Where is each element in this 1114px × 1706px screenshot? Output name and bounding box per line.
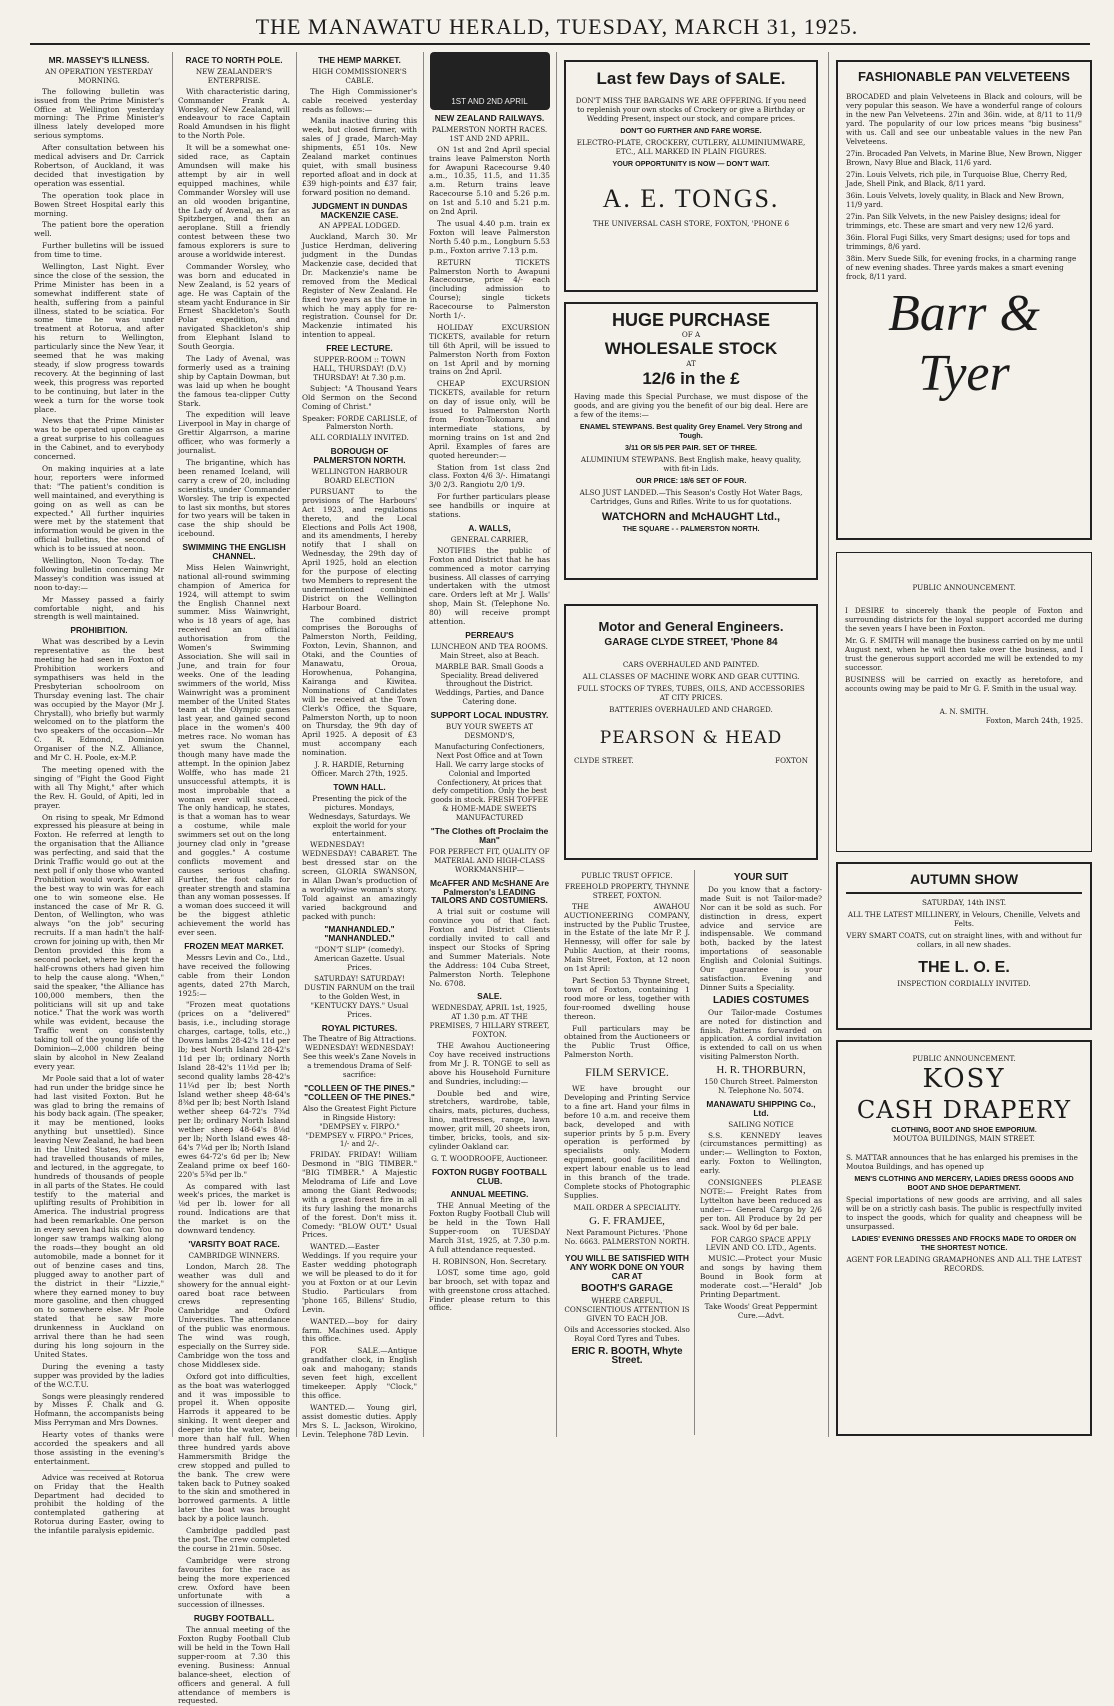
classified-ad: WANTED.—Easter Weddings. If you require your Easter wedding photograph we will be pleased to do it for you at Foxton or at our Levin Studio. Particulars from 'phone 165, Billens' Studio, Levin. (302, 1242, 417, 1314)
film-title: "MANHANDLED." "MANHANDLED." (324, 924, 395, 944)
article-paragraph: Cambridge were strong favourites for the race as being the more experienced crew. Oxford have been unfortunate with a succession of illnesses. (178, 1555, 290, 1610)
article-paragraph: RETURN TICKETS Palmerston North to Awapuni Racecourse, price 4/- each (including admission to Course); single tickets Racecourse to Palmerston North 1/-. (429, 257, 550, 321)
ad-text: 27in. Brocaded Pan Velvets, in Marine Blue, New Brown, Nigger Brown, Navy Blue and Black, 11/6 yard. (846, 149, 1082, 167)
notice-line: WHERE CAREFUL, CONSCIENTIOUS ATTENTION IS GIVEN TO EACH JOB. (564, 1296, 690, 1323)
article-paragraph: With characteristic daring, Commander Frank A. Worsley, of New Zealand, will endeavour to race Captain Roald Amundsen in his flight to the North Pole. (178, 86, 290, 141)
article-paragraph: For further particulars please see handbills or inquire at stations. (429, 492, 550, 520)
headline: ROYAL PICTURES. (321, 1022, 398, 1033)
ad-address: THE UNIVERSAL CASH STORE, FOXTON, 'PHONE 6 (592, 219, 790, 228)
headline: PUBLIC TRUST OFFICE. (581, 871, 673, 880)
train-label: 1ST AND 2ND APRIL (451, 97, 528, 107)
divider (602, 1249, 652, 1250)
notice-line: SUPPER-ROOM :: TOWN HALL, THURSDAY! (D.V.) THURSDAY! At 7.30 p.m. (312, 355, 407, 382)
ad-title: 12/6 in the £ (642, 369, 740, 388)
article-paragraph: Commander Worsley, who was born and educated in New Zealand, is 52 years of age. He was Captain of the steam yacht Endurance in Sir Ernest Shackleton's South Polar expedition, and navigated Shackleton's ship from Elephant Island to South Georgia. (178, 261, 290, 352)
barr-tyer-logo: Barr & Tyer (888, 285, 1040, 402)
ad-text: ENAMEL STEWPANS. Best quality Grey Enamel. Very Strong and Tough. (579, 422, 803, 440)
signature: H. ROBINSON, Hon. Secretary. (432, 1256, 547, 1266)
signature: J. R. HARDIE, Returning Officer. March 27th, 1925. (311, 760, 408, 778)
article-paragraph: A trial suit or costume will convince you of that fact. Foxton and District Clients cordially invited to call and inspect our Stocks of Spring and Summer Materials. Note the Address: 104 Cuba Street, Palmerston North. Telephone No. 6708. (429, 907, 550, 988)
column-rule (828, 52, 829, 1437)
article-paragraph: The expedition will leave Liverpool in May in charge of Grettir Algarrson, a marine officer, who was formerly a journalist. (178, 410, 290, 456)
article-paragraph: The operation took place in Bowen Street Hospital early this morning. (34, 190, 164, 218)
article-paragraph: S.S. KENNEDY leaves (circumstances permitting) as under:— Wellington to Foxton, early. Foxton to Wellington, early. (700, 1130, 822, 1176)
ad-business-name: PEARSON & HEAD (599, 728, 783, 748)
ad-title: AT (686, 359, 696, 368)
ad-text: BROCADED and plain Velveteens in Black and colours, will be very popular this season. We have a wonderful range of colours in the new Pan Velveteens. 27in and 36in. wide, at 8/11 to 11/9 yard. The popularity of our low prices means "big business" with us. Call and see our unbeatable values in the new Pan Velveteens. (846, 92, 1082, 146)
ad-text: 38in. Merv Suede Silk, for evening frocks, in a charming range of new evening shades. Three yards makes a smart evening frock, 8/11 yard. (846, 254, 1077, 281)
ad-title: OF A (681, 330, 701, 339)
classified-ad: LOST, some time ago, gold bar brooch, set with topaz and with greenstone cross attached. Finder please return to this office. (429, 1267, 550, 1313)
business-name: McAFFER AND McSHANE Are Palmerston's LEADING TAILORS AND COSTUMIERS. (430, 877, 549, 906)
ad-business-name: THE L. O. E. (918, 959, 1010, 976)
ad-title: PUBLIC ANNOUNCEMENT. (912, 583, 1016, 592)
subheadline: NEW ZEALANDER'S ENTERPRISE. (195, 66, 273, 85)
classified-ad: FOR SALE.—Antique grandfather clock, in English oak and mahogany; stands seven feet high, excellent timekeeper. Apply "Clock," this office. (302, 1346, 417, 1400)
article-paragraph: WE have brought our Developing and Printing Service to a fine art. Hand your films in before 10 a.m. and receive them back, developed and with superior prints by 5 p.m. Every operation is performed by specialists only. Modern equipment, good facilities and expert labour enable us to lead in this branch of the trade. Complete stocks of Photographic Supplies. (564, 1084, 690, 1200)
ad-title: FASHIONABLE PAN VELVETEENS (858, 69, 1070, 84)
headline: JUDGMENT IN DUNDAS MACKENZIE CASE. (311, 200, 408, 220)
headline: YOUR SUIT (733, 872, 789, 883)
column-4 (429, 52, 550, 1437)
headline: SALE. (477, 991, 502, 1002)
notice-line: The Theatre of Big Attractions. WEDNESDAY! WEDNESDAY! See this week's Zane Novels in a tremendous Drama of Self-sacrifice: (302, 1034, 417, 1080)
notice-line: Subject: "A Thousand Years Old Sermon on the Second Coming of Christ." (302, 383, 417, 411)
notice-line: Take Woods' Great Peppermint Cure.—Advt. (704, 1301, 818, 1320)
ad-text: ALL CLASSES OF MACHINE WORK AND GEAR CUTTING. (582, 672, 800, 681)
headline: FREE LECTURE. (326, 343, 393, 354)
notice-line: Speaker: FORDE CARLISLE, of Palmerston North. (302, 413, 417, 432)
article-paragraph: As compared with last week's prices, the market is ⅛d per lb. lower for all round. Indications are that the market is on the downward tendency. (178, 1181, 290, 1236)
subheadline: SAILING NOTICE (728, 1119, 794, 1129)
article-paragraph: London, March 28. The weather was dull and showery for the annual eight-oared boat race between crews representing Cambridge and Oxford Universities. The attendance of the public was enormous. The wind was rough, especially on the Surrey side. Cambridge won the toss and chose Middlesex side. (178, 1261, 290, 1369)
article-paragraph: Wellington, Last Night. Ever since the close of the session, the Prime Minister has been in a somewhat indifferent state of health, suffering from a painful illness, stated to be sciatica. For some time he was under treatment at Rotorua, and after his return to Wellington, particularly since the New Year, it seemed that he was making steady, if slow progress towards recovery. At the beginning of last week, this progress was reported to be continuing, but later in the week a turn for the worse took place. (34, 262, 164, 414)
article-paragraph: The meeting opened with the singing of "Fight the Good Fight with all Thy Might," after which the Rev. H. Gould, of Apiti, led in prayer. (34, 764, 164, 810)
business-name: G. F. FRAMJEE, (589, 1214, 665, 1227)
ad-text: Mr. G. F. SMITH will manage the business carried on by me until August next, when he will then take over the business, and I trust the generous support accorded me will be extended to my successor. (845, 636, 1083, 672)
article-paragraph: The Lady of Avenal, was formerly used as a training ship by Captain Dowman, but was laid up when he bought the famous tea-clipper Cutty Stark. (178, 354, 290, 408)
ad-text: BATTERIES OVERHAULED AND CHARGED. (609, 705, 773, 714)
article-paragraph: What was described by a Levin representative as the best meeting he had seen in Foxton of Prohibition workers and sympathisers was held in the Presbyterian schoolroom on Thursday evening last. The chair was occupied by the Mayor (Mr J. Chrystall), who briefly but warmly welcomed on to the platform the two speakers of the occasion—Mr C. R. Edmond, Dominion Organiser of the N.Z. Alliance, and Mr C. H. Poole, ex-M.P. (34, 637, 164, 763)
ad-address: THE SQUARE - - PALMERSTON NORTH. (622, 524, 760, 533)
notice-line: MARBLE BAR. Small Goods a Speciality. Bread delivered throughout the District. Weddings, Parties, and Dance Catering done. (435, 661, 544, 707)
article-paragraph: CHEAP EXCURSION TICKETS, available for return on day of issue only, will be issued to Palmerston North from Foxton-Tokomaru and intermediate stations, by morning trains on 1st and 2nd April. Examples of fares are quoted hereunder:— (429, 379, 550, 460)
fare-table: Station from 1st class 2nd class. Foxton 4/6 3/-. Himatangi 3/0 2/3. Rangiotu 2/0 1/9. (429, 462, 550, 490)
notice-line: Manufacturing Confectioners, Next Post Office and at Town Hall. We carry large stocks of Colonial and Imported Confectionery, At prices that defy competition. Only the best goods in stock. FRESH TOFFEE & HOME-MADE SWEETS MANUFACTURED (430, 741, 549, 823)
ad-text: DON'T GO FURTHER AND FARE WORSE. (620, 126, 762, 135)
notice-line: Next Paramount Pictures. 'Phone No. 6663. PALMERSTON NORTH. (564, 1227, 690, 1246)
ad-text: ELECTRO-PLATE, CROCKERY, CUTLERY, ALUMINIUMWARE, ETC., ALL MARKED IN PLAIN FIGURES. (576, 138, 806, 156)
article-paragraph: THE AWAHOU AUCTIONEERING COMPANY, instructed by the Public Trustee, in the Estate of the late Mr P. J. Hennessy, will offer for sale by Public Auction, at their rooms, Main Street, Foxton, at 12 noon on 1st April: (564, 901, 690, 974)
ad-text: 36in. Floral Fugi Silks, very Smart designs; used for tops and trimmings, 8/6 yard. (846, 233, 1071, 251)
headline: SWIMMING THE ENGLISH CHANNEL. (182, 542, 286, 562)
article-paragraph: Mr Poole said that a lot of water had run under the bridge since he had last visited Foxton. But he was glad to bring the remains of his body back again. (The speaker, it may be mentioned, looks anything but unsettled). Since leaving New Zealand, he had been in the United States, where he had travelled thousands of miles, and lectured, in the aggregate, to hundreds of thousands of people in all parts of the States. He could testify to the material and uplifting results of Prohibition in America. The industrial progress had been remarkable. One person in every seven had his car. You no longer saw tramps walking along the roads—they bought an old automobile, made a bonnet for it out of benzine cases and tins, plugged away to another part of the district in their "Lizzie," where they earned money to buy more gasoline, and then chugged on to somewhere else. Mr Poole stated that he saw more drunkenness in Auckland on arrival there than he had seen during his long sojourn in the United States. (34, 1073, 164, 1359)
article-paragraph: WEDNESDAY! WEDNESDAY! CABARET. The best dressed star on the screen, GLORIA SWANSON, in Allan Dwan's production of a worldly-wise woman's story. Told against an amazingly varied background and packed with punch: (302, 840, 417, 921)
ad-pearson-head (564, 604, 818, 860)
film-title: "COLLEEN OF THE PINES." "COLLEEN OF THE PINES." (304, 1082, 415, 1102)
article-paragraph: Full particulars may be obtained from the Auctioneers or the Public Trust Office, Palmerston North. (564, 1023, 690, 1060)
headline: PERREAU'S (465, 629, 514, 640)
article-paragraph: The patient bore the operation well. (34, 220, 164, 239)
notice-line: ALL CORDIALLY INVITED. (310, 433, 409, 443)
headline: RACE TO NORTH POLE. (185, 55, 283, 65)
ad-text: FULL STOCKS OF TYRES, TUBES, OILS, AND ACCESSORIES AT CITY PRICES. (577, 684, 805, 702)
column-rule (694, 870, 695, 1435)
ad-loe (836, 862, 1092, 1030)
notice-line: Also the Greatest Fight Picture in Ringside History: "DEMPSEY v. FIRPO." "DEMPSEY v. FIRPO." Prices, 1/- and 2/-. (302, 1103, 417, 1149)
ad-text: 27in. Louis Velvets, rich pile, in Turquoise Blue, Cherry Red, Jade, Shell Pink, and Black, 8/11 yard. (846, 170, 1068, 188)
article-paragraph: Songs were pleasingly rendered by Misses F. Chalk and G. Hofmann, the accompanists being Miss Perryman and Mrs Downes. (34, 1391, 164, 1428)
headline: BOROUGH OF PALMERSTON NORTH. (313, 446, 406, 466)
subheadline: GENERAL CARRIER, (450, 534, 529, 544)
ad-text: MEN'S CLOTHING AND MERCERY, LADIES DRESS GOODS AND BOOT AND SHOE DEPARTMENT. (854, 1174, 1074, 1192)
business-name: H. R. THORBURN, (716, 1064, 806, 1077)
article-paragraph: News that the Prime Minister was to be operated upon came as a great surprise to his colleagues in the Cabinet, and to everybody concerned. (34, 416, 164, 462)
ad-text: OUR PRICE: 18/6 SET OF FOUR. (635, 476, 747, 485)
article-paragraph: Advice was received at Rotorua on Friday that the Health Department had decided to prohibit the holding of the contemplated gathering at Rotorua during Easter, owing to the infantile paralysis epidemic. (34, 1472, 164, 1536)
ad-text: 3/11 OR 5/5 PER PAIR. SET OF THREE. (624, 443, 758, 452)
article-paragraph: The brigantine, which has been renamed Iceland, will carry a crew of 20, including scientists, under Commander Worsley. The trip is expected to last six months, but stores for two years will be taken in case the ship should be icebound. (178, 457, 290, 539)
ad-title: Last few Days of SALE. (596, 69, 786, 88)
ad-title: PUBLIC ANNOUNCEMENT. (912, 1054, 1016, 1063)
subheadline: WELLINGTON HARBOUR BOARD ELECTION (311, 467, 408, 485)
notice-line: Oils and Accessories stocked. Also Royal Cord Tyres and Tubes. (564, 1324, 690, 1343)
notice-line: Presenting the pick of the pictures. Mondays, Wednesdays, Saturdays. We exploit the world for your entertainment. (308, 793, 411, 839)
ad-address-street: CLYDE STREET. (574, 756, 634, 765)
headline: PROHIBITION. (70, 625, 128, 636)
ad-kosy (836, 1040, 1092, 1436)
ad-text: I DESIRE to sincerely thank the people of Foxton and surrounding districts for the loyal support accorded me during the seven years I have been in Foxton. (845, 606, 1083, 633)
headline: A. WALLS, (468, 522, 511, 533)
column-6 (700, 870, 822, 1435)
ad-business-name: WATCHORN and McHAUGHT Ltd., (601, 511, 781, 523)
notice-line: LUNCHEON AND TEA ROOMS. Main Street, also at Beach. (431, 641, 548, 660)
headline: TOWN HALL. (333, 781, 386, 792)
notice-line: WEDNESDAY, APRIL 1st, 1925, AT 1.30 p.m. AT THE PREMISES, 7 HILLARY STREET, FOXTON. (429, 1003, 550, 1040)
subheadline: FREEHOLD PROPERTY, THYNNE STREET, FOXTON. (564, 881, 690, 900)
article-paragraph: Part Section 53 Thynne Street, town of Foxton, containing 1 rood more or less, together with four-roomed dwelling house thereon. (564, 975, 690, 1021)
article-paragraph: After consultation between his medical advisers and Dr. Carrick Robertson, of Auckland, it was decided that investigation by operation was essential. (34, 143, 164, 188)
train-illustration (430, 52, 550, 110)
subheadline: PALMERSTON NORTH RACES. 1ST AND 2ND APRIL. (431, 124, 548, 143)
notice-line: FOR PERFECT FIT, QUALITY OF MATERIAL AND HIGH-CLASS WORKMANSHIP— (429, 846, 550, 874)
article-paragraph: During the evening a tasty supper was provided by the ladies of the W.C.T.U. (34, 1361, 164, 1389)
article-paragraph: Hearty votes of thanks were accorded the speakers and all those assisting in the evening's entertainment. (34, 1430, 164, 1466)
ad-title: CASH DRAPERY (856, 1096, 1072, 1124)
column-2 (178, 52, 290, 1706)
classified-ad: WANTED.— Young girl, assist domestic duties. Apply Mrs S. L. Jackson, Wirokino, Levin. Telephone 78D Levin. (302, 1402, 417, 1439)
article-paragraph: The usual 4.40 p.m. train ex Foxton will leave Palmerston North 5.40 p.m., Longburn 5.53 p.m., Foxton arrive 7.13 p.m. (429, 218, 550, 255)
ad-tongs (564, 60, 818, 292)
article-paragraph: On rising to speak, Mr Edmond expressed his pleasure at being in Foxton. He referred at length to the organisation that the Alliance was perfecting, and said that the Drink Traffic would go out at the next poll if only those who wanted Prohibition would work. After all the best way to win was for each one to win someone else. He instanced the case of Mr R. G. Denton, of Wellington, who was always "on the job" securing recruits. If a man hadn't the half-crown for joining up with, then Mr Denton provided this from a second pocket, where he kept the half-crowns others had given him to help the cause along. "When," said the speaker, "the Alliance has 100,000 members, then the politicians will sit up and take notice." That the work was worth while was evident, because the Traffic went on consistently taking toll of the young life of the Dominion—2,000 children being slain by alcohol in New Zealand every year. (34, 812, 164, 1071)
headline: THE HEMP MARKET. (318, 55, 401, 65)
ad-title: MOUTOA BUILDINGS, MAIN STREET. (893, 1134, 1035, 1143)
ad-text: YOUR OPPORTUNITY IS NOW — DON'T WAIT. (612, 159, 770, 168)
column-rule (556, 52, 557, 1437)
ad-title: HUGE PURCHASE (611, 310, 771, 330)
ad-address: INSPECTION CORDIALLY INVITED. (897, 979, 1031, 988)
article-paragraph: The annual meeting of the Foxton Rugby Football Club will be held in the Town Hall supper-room at 7.30 this evening. Business: Annual balance-sheet, election of officers and general. A full attendance of members is requested. (178, 1625, 290, 1706)
ad-text: ALUMINIUM STEWPANS. Best English make, heavy quality, with fit-in Lids. (580, 455, 802, 473)
headline: RUGBY FOOTBALL. (193, 1613, 275, 1624)
ad-text: AGENT FOR LEADING GRAMAPHONES AND ALL THE LATEST RECORDS. (846, 1255, 1082, 1273)
article-paragraph: FRIDAY. FRIDAY! William Desmond in "BIG TIMBER." "BIG TIMBER." A Majestic Melodrama of Life and Love among the Giant Redwoods; with a great forest fire in all its fury lashing the monarchs of the forest. Don't miss it. Comedy: "BLOW OUT." Usual Prices. (302, 1150, 417, 1240)
ad-text: BUSINESS will be carried on exactly as heretofore, and accounts owing may be paid to Mr G. F. Smith in the usual way. (845, 675, 1083, 693)
notice-line: YOU WILL BE SATISFIED WITH ANY WORK DONE ON YOUR CAR AT (565, 1253, 689, 1282)
signature: G. T. WOODROOFE, Auctioneer. (431, 1153, 548, 1163)
article-paragraph: Auckland, March 30. Mr Justice Herdman, delivering judgment in the Dundas Mackenzie case, decided that Dr. Mackenzie's name be removed from the Medical Register of New Zealand. He fixed two years as the time in which he may apply for re-registration. Counsel for Dr. Mackenzie intimated his intention to appeal. (302, 232, 417, 340)
article-paragraph: Mr Massey passed a fairly comfortable night, and his strength is well maintained. (34, 594, 164, 622)
headline: MR. MASSEY'S ILLNESS. (48, 55, 150, 65)
ad-watchorn (564, 302, 818, 580)
article-paragraph: Miss Helen Wainwright, national all-round swimming champion of America for 1924, will attempt to swim the English Channel next summer. Miss Wainwright, who is 18 years of age, has received an official authorisation from the Women's Swimming Association. She will sail in June, and train for four weeks. One of the leading swimmers of the world, Miss Wainwright was a prominent member of the United States team at the Olympic games last year, and gained second place in the women's 400 metres race. No woman has yet swum the Channel, though many have made the attempt. In the opinion Jabez Wolffe, who has made 21 unsuccessful attempts, it is most improbable that a woman ever will succeed. The only handicap, he states, is that a woman has to wear a costume, while male swimmers set out on the long journey clad only in "grease and goggles." A costume conflicts movement and causes serious chafing. Further, the foot calls for greater strength and stamina than any woman possesses. If a woman does succeed it will be the biggest athletic achievement the world has ever seen. (178, 562, 290, 938)
article-paragraph: "Frozen meat quotations (prices on a "delivered" basis, i.e., including storage charges, cartage, tolls, etc.,) Downs lambs 28-42's 11d per lb; best North Island 28-42's 11d per lb; ordinary North Island 28-42's 11½d per lb; second quality lambs 28-42's 11¼d per lb; best North Island wether sheep 48-64's 8⅜d per lb; best North Island wether sheep 64-72's 7¾d per lb; ordinary North Island wether sheep 48-64's 8⅛d per lb; North Island ewes 48-64's 7¼d per lb; North Island ewes 64-72's 6d per lb; New Zealand prime ox beef 160-220's 5¾d per lb." (178, 1000, 290, 1179)
subheadline: CAMBRIDGE WINNERS. (188, 1250, 280, 1260)
ad-title: AUTUMN SHOW (846, 870, 1082, 894)
headline: ANNUAL MEETING. (450, 1188, 529, 1199)
article-paragraph: PURSUANT to the provisions of The Harbours' Act 1923, and regulations thereto, and the Local Elections and Polls Act 1908, and its amendments, I hereby notify that I shall on Wednesday, the 29th day of April 1925, hold an election for the purpose of electing two Members to represent the undermentioned combined District on the Wellington Harbour Board. (302, 486, 417, 612)
subheadline: AN OPERATION YESTERDAY MORNING. (45, 66, 153, 85)
notice-line: FOR CARGO SPACE APPLY LEVIN AND CO. LTD., Agents. (705, 1234, 817, 1253)
subheadline: BUY YOUR SWEETS AT DESMOND'S, (445, 722, 534, 740)
ad-text: S. MATTAR announces that he has enlarged his premises in the Moutoa Buildings, and has opened up (846, 1153, 1078, 1171)
ad-title: CLOTHING, BOOT AND SHOE EMPORIUM. (891, 1125, 1037, 1134)
column-3 (302, 52, 417, 1437)
ad-text: ALSO JUST LANDED.—This Season's Costly Hot Water Bags, Cartridges, Guns and Rifles. Write to us for quotations. (579, 488, 803, 506)
ad-text: CARS OVERHAULED AND PAINTED. (622, 660, 760, 669)
headline: "The Clothes oft Proclaim the Man" (430, 826, 549, 845)
subheadline: AN APPEAL LODGED. (318, 221, 401, 231)
masthead-rule (30, 43, 1090, 45)
article-paragraph: NOTIFIES the public of Foxton and District that he has commenced a motor carrying business. All classes of carrying undertaken with the utmost care. Orders left at Mr J. Walls' shop, Main St. (Telephone No. 80) will receive prompt attention. (429, 545, 550, 627)
notice-line: "DON'T SLIP" (comedy). American Gazette. Usual Prices. (314, 945, 405, 973)
notice-line: SATURDAY! SATURDAY! DUSTIN FARNUM on the trail to the Golden West, in "KENTUCKY DAYS." Usual Prices. (304, 974, 415, 1019)
ad-text: DON'T MISS THE BARGAINS WE ARE OFFERING. If you need to replenish your own stocks of Crockery or give a Birthday or Wedding Present, inspect our stock, and compare prices. (575, 96, 807, 123)
article-paragraph: It will be a somewhat one-sided race, as Captain Amundsen will make his attempt by air in well equipped machines, while Commander Worsley will use an old wooden brigantine, the Lady of Avenal, as far as Spitzbergen, and then an aeroplane. Still a friendly contest between these two famous explorers is sure to arouse a worldwide interest. (178, 143, 290, 260)
headline: MANAWATU SHIPPING Co., Ltd. (706, 1098, 816, 1118)
column-1 (34, 52, 164, 1536)
ad-title: KOSY (922, 1064, 1006, 1094)
article-paragraph: HOLIDAY EXCURSION TICKETS, available for return till 6th April, will be issued to Palmerston North from Foxton on 1st April and by morning trains on 2nd April. (429, 322, 550, 377)
ad-address (574, 756, 808, 765)
article-paragraph: The combined district comprises the Boroughs of Palmerston North, Feilding, Foxton, Levin, Shannon, and Otaki, and the Counties of Manawatu, Oroua, Horowhenua, Pohangina, Kairanga and Kiwitea. Nominations of Candidates will be received at the Town Clerk's Office, the Square, Palmerston North, up to noon on Thursday, the 9th day of April 1925. A deposit of £3 must accompany each nomination. (302, 614, 417, 758)
article-paragraph: CONSIGNEES PLEASE NOTE:— Freight Rates from Lyttelton have been reduced as under:— General Cargo by 2/6 per ton. All Produce by 2d per sack. Wool by 6d per bale. (700, 1178, 822, 1232)
headline: FOXTON RUGBY FOOTBALL CLUB. (431, 1166, 548, 1186)
article-paragraph: Oxford got into difficulties, as the boat was waterlogged and it was impossible to propel it. When opposite Harrods it appeared to be sinking. It went deeper and deeper into the water, being more than half full. When three hundred yards above Hammersmith Bridge the crew stopped and pulled to the bank. The crew were taken back to Putney soaked to the skin and smothered in borrowed garments. A little later the boat was brought back by a police launch. (178, 1371, 290, 1524)
notice-line: MAIL ORDER A SPECIALITY. (573, 1202, 681, 1212)
ad-signature: A. N. SMITH. (939, 707, 989, 716)
column-rule (423, 52, 424, 1437)
headline: FROZEN MEAT MARKET. (184, 941, 284, 951)
ad-text: VERY SMART COATS, cut on straight lines, with and without fur collars, in all new shades. (846, 931, 1082, 949)
headline: SUPPORT LOCAL INDUSTRY. (430, 710, 549, 721)
article-paragraph: Wellington, Noon To-day. The following bulletin concerning Mr Massey's condition was issued at noon to-day:— (34, 556, 164, 592)
classified-ad: WANTED.—boy for dairy farm. Machines used. Apply this office. (302, 1316, 417, 1344)
ad-barr-tyer (836, 60, 1092, 540)
ad-text: LADIES' EVENING DRESSES AND FROCKS MADE TO ORDER ON THE SHORTEST NOTICE. (851, 1234, 1077, 1252)
article-paragraph: Do you know that a factory-made Suit is not Tailor-made? Nor can it be sold as such. For distinction in dress, expert advice and service are indispensable. We command both, backed by the latest importations of seasonable English and Colonial Suitings. Our guarantee is your satisfaction. Evening and Dinner Suits a Speciality. (700, 884, 822, 992)
business-name: ERIC R. BOOTH, Whyte Street. (571, 1345, 683, 1366)
article-paragraph: The High Commissioner's cable received yesterday reads as follows:— (302, 86, 417, 114)
ad-text: 36in. Louis Velvets, lovely quality, in Black and New Brown, 11/9 yard. (846, 191, 1065, 209)
notice-line: 150 Church Street. Palmerston N. Telephone No. 5074. (704, 1077, 818, 1095)
ad-text: Special importations of new goods are arriving, and all sales will be on a strictly cash basis. The public is respectfully invited to inspect the goods, which for quality and cheapness will be unsurpassed. (846, 1195, 1082, 1231)
article-paragraph: Cambridge paddled past the post. The crew completed the course in 21min. 50sec. (178, 1526, 290, 1553)
column-rule (172, 52, 173, 1437)
headline: 'VARSITY BOAT RACE. (188, 1239, 280, 1249)
subheadline: HIGH COMMISSIONER'S CABLE. (312, 66, 407, 85)
ad-text: Having made this Special Purchase, we must dispose of the goods, and are giving you the benefit of our big deal. Here are a few of the items:— (574, 392, 808, 419)
ad-business-name: A. E. TONGS. (602, 184, 780, 213)
article-paragraph: Further bulletins will be issued from time to time. (34, 241, 164, 260)
article-paragraph: ON 1st and 2nd April special trains leave Palmerston North for Awapuni Racecourse 9.40 a.m., 10.35, 11.5, and 11.35 a.m. Return trains leave Racecourse 5.10 and 5.26 p.m. on 1st and 5.10 and 5.21 p.m. on 2nd April. (429, 144, 550, 217)
headline: LADIES COSTUMES (712, 994, 810, 1006)
article-paragraph: Manila inactive during this week, but closed firmer, with sales of J grade, March-May shipments, £51 10s. New Zealand market continues quiet, with small business reported afloat and in dock at £39 high-points and £37 fair, forward position no demand. (302, 116, 417, 197)
article-paragraph: The following bulletin was issued from the Prime Minister's Office at Wellington yesterday morning: The Prime Minister's illness lately developed more serious symptoms. (34, 86, 164, 141)
masthead: THE MANAWATU HERALD, TUESDAY, MARCH 31, 1925. (255, 14, 859, 39)
ad-title: GARAGE CLYDE STREET, 'Phone 84 (604, 637, 778, 648)
headline: NEW ZEALAND RAILWAYS. (434, 113, 545, 123)
ad-date: Foxton, March 24th, 1925. (985, 716, 1083, 725)
headline: FILM SERVICE. (585, 1065, 669, 1080)
ad-smith-announcement (836, 552, 1092, 852)
ad-text: ALL THE LATEST MILLINERY, in Velours, Chenille, Velvets and Felts. (847, 910, 1081, 928)
article-paragraph: On making inquiries at a late hour, reporters were informed that: "The patient's condition is well maintained, and everything is going on as well as can be expected." All further inquiries were met by the statement that information would be given in the official bulletins, the second of which is to be issued at noon. (34, 463, 164, 554)
ad-title: WHOLESALE STOCK (604, 339, 778, 358)
ad-address-town: FOXTON (775, 756, 808, 765)
column-rule (296, 52, 297, 1437)
column-5 (564, 870, 690, 1435)
ad-title: SATURDAY, 14th INST. (921, 898, 1007, 907)
ad-text: 27in. Pan Silk Velvets, in the new Paisley designs; ideal for trimmings, etc. These are smart and very new 12/6 yard. (846, 212, 1061, 230)
article-paragraph: Our Tailor-made Costumes are noted for distinction and finish. Patterns forwarded on application. A cordial invitation is extended to call on us when visiting Palmerston North. (700, 1007, 822, 1062)
article-paragraph: Double bed and wire, stretchers, wardrobe, table, chairs, mats, pictures, duchess, lino, mattresses, range, lawn mower, grit mill, 20 sheets iron, timber, bricks, tools, and six-cylinder Oakland car. (429, 1088, 550, 1151)
classified-ad: MUSIC.—Protect your Music and songs by having them Bound in Book form at moderate cost.—"Herald" Job Printing Department. (700, 1254, 822, 1299)
article-paragraph: THE Annual Meeting of the Foxton Rugby Football Club will be held in the Town Hall Supper-room on TUESDAY March 31st, 1925, at 7.30 p.m. A full attendance requested. (429, 1200, 550, 1255)
divider (73, 1470, 125, 1471)
article-paragraph: Messrs Levin and Co., Ltd., have received the following cable from their London agents, dated 27th March, 1925:— (178, 952, 290, 998)
ad-title: Motor and General Engineers. (598, 619, 784, 634)
article-paragraph: THE Awahou Auctioneering Coy have received instructions from Mr J. R. TONGE to sell as above his Household Furniture and Sundries, including:— (429, 1041, 550, 1086)
business-name: BOOTH'S GARAGE (581, 1283, 673, 1295)
